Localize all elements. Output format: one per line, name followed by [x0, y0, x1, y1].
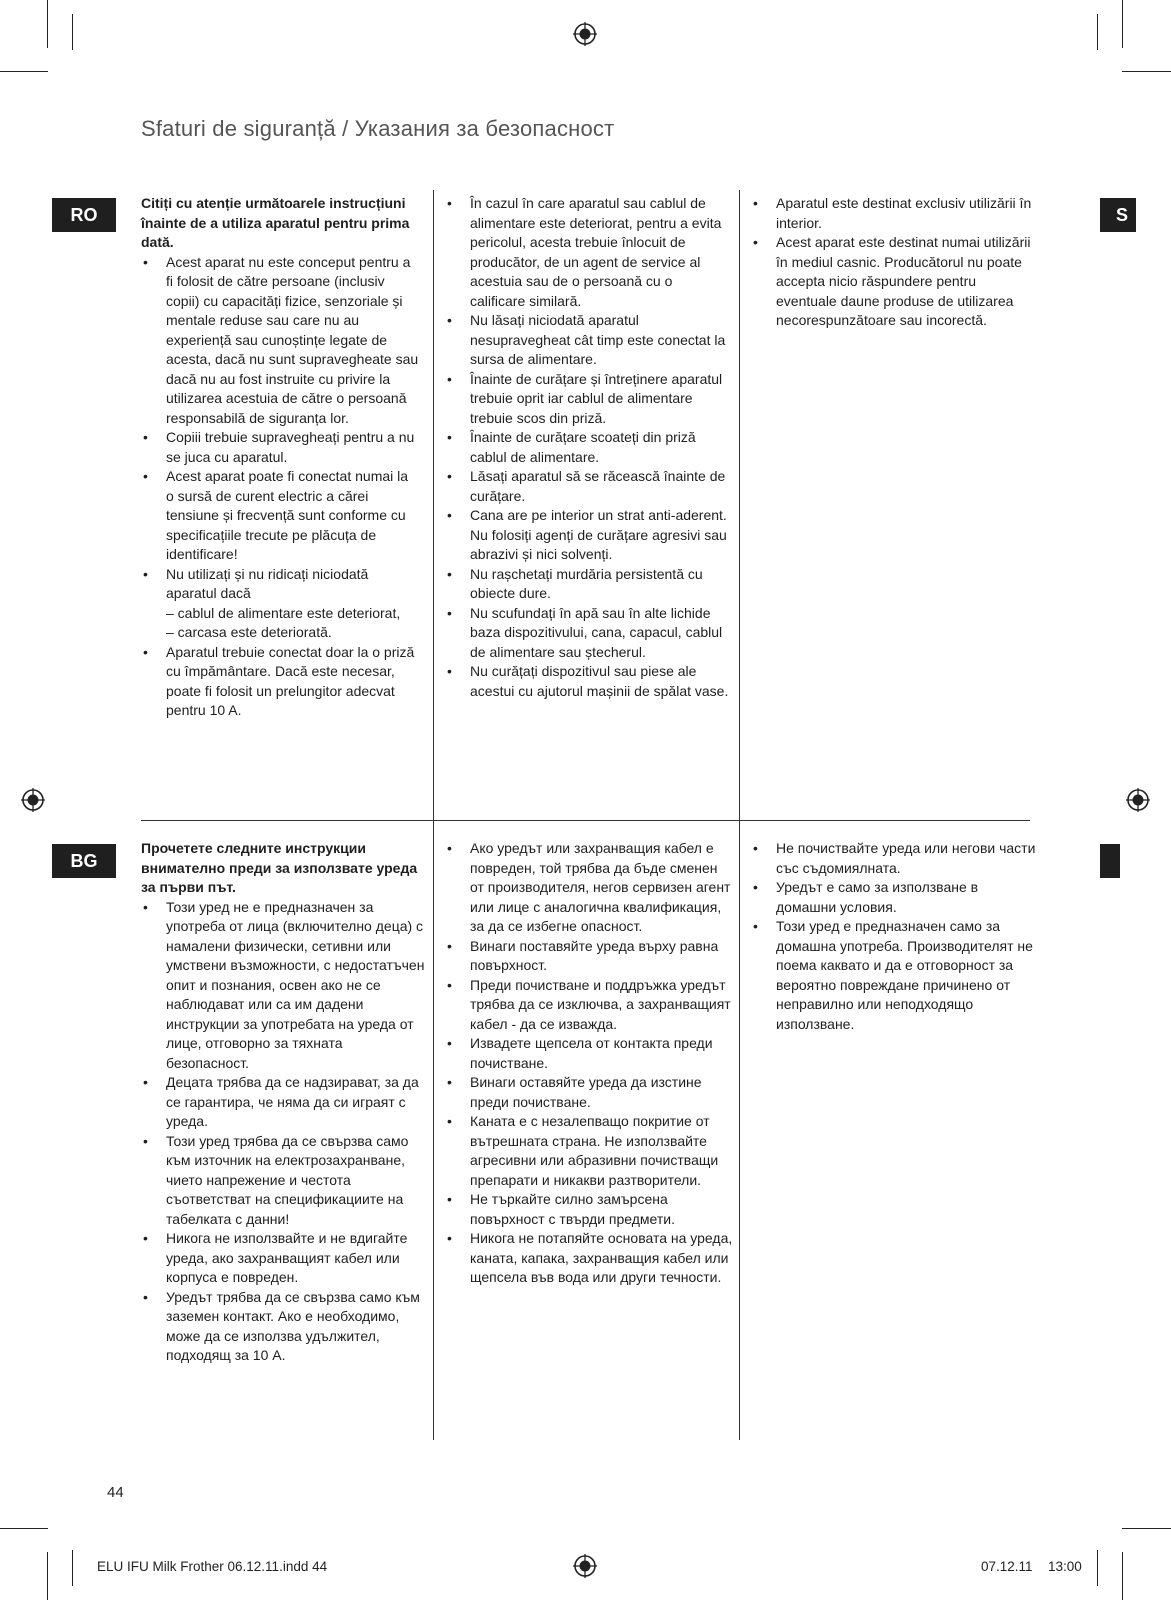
list-item: • Nu curățați dispozitivul sau piese ale acestui cu ajutorul mașinii de spălat vase. [445, 662, 730, 701]
list-item: • Nu lăsați niciodată aparatul nesupravegheat cât timp este conectat la sursa de alimentare. [445, 311, 730, 370]
list-item: • În cazul în care aparatul sau cablul de alimentare este deteriorat, pentru a evita pericolul, acesta trebuie înlocuit de producător, de un agent de service al acestuia sau de o persoană cu o calificare similară. [445, 194, 730, 311]
list-item: • Nu rașchetați murdăria persistentă cu obiecte dure. [445, 565, 730, 604]
language-tab-bg: BG [52, 844, 116, 878]
page-number: 44 [107, 1484, 124, 1501]
list-subitem: – cablul de alimentare este deteriorat, [166, 604, 401, 621]
list-item: • Никога не използвайте и не вдигайте уреда, ако захранващият кабел или корпуса е повреден. [141, 1229, 426, 1288]
list-item: • Acest aparat poate fi conectat numai la o sursă de curent electric a cărei tensiune și frecvență sunt conforme cu specificațiile trecute pe plăcuța de identificare! [141, 467, 419, 565]
list-item: • Този уред е предназначен само за домашна употреба. Производителят не поема каквато и да е отговорност за вероятно повреждане причинено от неправилно или неподходящо използване. [751, 917, 1041, 1034]
list-item: • Acest aparat nu este conceput pentru a fi folosit de către persoane (inclusiv copii) cu capacități fizice, senzoriale și mentale reduse sau care nu au experiență sau cunoștințe legate de acesta, dacă nu sunt supravegheate sau dacă nu au fost instruite cu privire la utilizarea acestuia de către o persoană responsabilă de siguranța lor. [141, 253, 419, 429]
section-divider [141, 820, 1030, 821]
list-item: • Aparatul trebuie conectat doar la o priză cu împământare. Dacă este necesar, poate fi folosit un prelungitor adecvat pentru 10 A. [141, 643, 419, 721]
list-item: • Не почиствайте уреда или негови части със съдомиялната. [751, 839, 1041, 878]
bg-list-3 [751, 839, 1041, 1034]
list-item: • Acest aparat este destinat numai utilizării în mediul casnic. Producătorul nu poate accepta nicio răspundere pentru eventuale daune produse de utilizarea necorespunzătoare sau incorectă. [751, 233, 1036, 331]
list-item: • Преди почистване и поддръжка уредът трябва да се изключва, а захранващият кабел - да се изважда. [445, 976, 733, 1035]
list-item: • Уредът е само за използване в домашни условия. [751, 878, 1041, 917]
list-item: • Децата трябва да се надзирават, за да се гарантира, че няма да си играят с уреда. [141, 1073, 426, 1132]
list-item: • Този уред трябва да се свързва само към източник на електрозахранване, чието напрежение и честота съответстват на спецификациите на табелката с данни! [141, 1132, 426, 1230]
crop-mark [1097, 1550, 1098, 1586]
column-divider [739, 190, 740, 820]
ro-list-1 [141, 253, 419, 721]
crop-mark [72, 1550, 73, 1586]
registration-mark-icon [21, 788, 45, 812]
bg-list-2 [445, 839, 733, 1288]
registration-mark-icon [1126, 788, 1150, 812]
ro-column-2 [445, 194, 730, 701]
language-tab-ro: RO [52, 198, 116, 232]
column-divider [433, 821, 434, 1440]
crop-mark [47, 1552, 48, 1600]
crop-mark [1122, 0, 1123, 48]
crop-mark [72, 14, 73, 50]
list-item: • Înainte de curățare scoateți din priză cablul de alimentare. [445, 428, 730, 467]
footer-date: 07.12.11 [981, 1559, 1033, 1574]
bg-column-1 [141, 839, 426, 1366]
list-item: • Никога не потапяйте основата на уреда, каната, капака, захранващия кабел или щепсела във вода или други течности. [445, 1229, 733, 1288]
list-subitem: – carcasa este deteriorată. [166, 624, 332, 640]
list-item [141, 565, 419, 643]
language-tab-next-page-dark [1100, 844, 1120, 878]
list-item: • Винаги оставяйте уреда да изстине преди почистване. [445, 1073, 733, 1112]
crop-mark [1097, 14, 1098, 50]
ro-intro: Citiți cu atenție următoarele instrucțiuni înainte de a utiliza aparatul pentru prima dată. [141, 195, 410, 250]
bg-column-3 [751, 839, 1041, 1034]
list-item: • Copiii trebuie supravegheați pentru a nu se juca cu aparatul. [141, 428, 419, 467]
crop-mark [1122, 1552, 1123, 1600]
ro-list-2 [445, 194, 730, 701]
footer-file-info: ELU IFU Milk Frother 06.12.11.indd 44 [97, 1559, 328, 1574]
crop-mark [1122, 71, 1171, 72]
bg-intro: Прочетете следните инструкции внимателно преди за използвате уреда за първи път. [141, 840, 418, 895]
registration-mark-icon [573, 1554, 597, 1578]
footer-time: 13:00 [1048, 1559, 1082, 1574]
list-item: • Винаги поставяйте уреда върху равна повърхност. [445, 937, 733, 976]
list-item: • Lăsați aparatul să se răcească înainte de curățare. [445, 467, 730, 506]
column-divider [433, 190, 434, 820]
list-item: • Înainte de curățare și întreținere aparatul trebuie oprit iar cablul de alimentare trebuie scos din priză. [445, 370, 730, 429]
list-item-text: Nu utilizați și nu ridicați niciodată aparatul dacă [166, 565, 369, 601]
ro-list-3 [751, 194, 1036, 331]
list-item: • Този уред не е предназначен за употреба от лица (включително деца) с намалени физически, сетивни или умствени възможности, с недостатъчен опит и познания, освен ако не се наблюдават или са им дадени инструкции за употребата на уреда от лице, отговорно за тяхната безопасност. [141, 898, 426, 1074]
list-item: • Извадете щепсела от контакта преди почистване. [445, 1034, 733, 1073]
list-item: • Nu scufundați în apă sau în alte lichide baza dispozitivului, cana, capacul, cablul de alimentare sau ștecherul. [445, 604, 730, 663]
list-item: • Не търкайте силно замърсена повърхност с твърди предмети. [445, 1190, 733, 1229]
registration-mark-icon [573, 22, 597, 46]
bg-list-1 [141, 898, 426, 1366]
ro-column-3 [751, 194, 1036, 331]
list-item: • Aparatul este destinat exclusiv utilizării în interior. [751, 194, 1036, 233]
page-title: Sfaturi de siguranță / Указания за безопасност [141, 116, 615, 141]
list-item: • Cana are pe interior un strat anti-aderent. Nu folosiți agenți de curățare agresivi sau abrazivi și nici solvenți. [445, 506, 730, 565]
bg-column-2 [445, 839, 733, 1288]
list-item: • Уредът трябва да се свързва само към заземен контакт. Ако е необходимо, може да се използва удължител, подходящ за 10 A. [141, 1288, 426, 1366]
crop-mark [47, 0, 48, 48]
crop-mark [0, 1528, 48, 1529]
crop-mark [1122, 1528, 1171, 1529]
crop-mark [0, 71, 48, 72]
language-tab-next-page: S [1100, 198, 1136, 232]
column-divider [739, 821, 740, 1440]
list-item: • Ако уредът или захранващия кабел е повреден, той трябва да бъде сменен от производителя, негов сервизен агент или лице с аналогична квалификация, за да се избегне опасност. [445, 839, 733, 937]
ro-column-1 [141, 194, 419, 721]
list-item: • Каната е с незалепващо покритие от вътрешната страна. Не използвайте агресивни или абразивни почистващи препарати и никакви разтворители. [445, 1112, 733, 1190]
